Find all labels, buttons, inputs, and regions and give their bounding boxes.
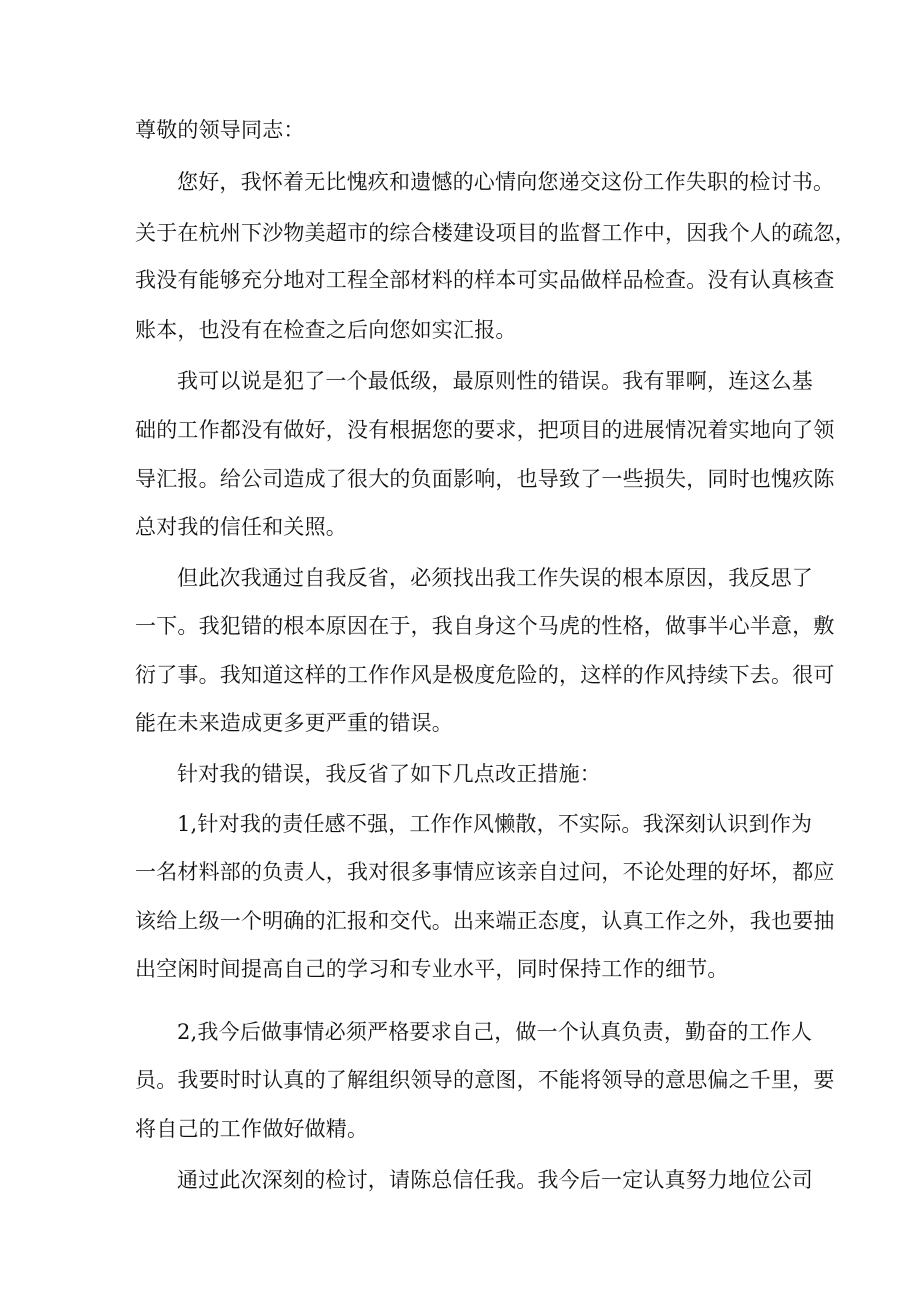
- paragraph-line: 出空闲时间提高自己的学习和专业水平，同时保持工作的细节。: [135, 957, 729, 981]
- paragraph-line: 2,我今后做事情必须严格要求自己，做一个认真负责，勤奋的工作人: [177, 1020, 813, 1044]
- paragraph-line: 我可以说是犯了一个最低级，最原则性的错误。我有罪啊，连这么基: [177, 369, 813, 393]
- salutation: 尊敬的领导同志：: [135, 118, 305, 142]
- paragraph-line: 员。我要时时认真的了解组织领导的意图，不能将领导的意思偏之千里，要: [135, 1068, 835, 1092]
- paragraph-line: 针对我的错误，我反省了如下几点改正措施：: [177, 762, 601, 786]
- paragraph-line: 础的工作都没有做好，没有根据您的要求，把项目的进展情况着实地向了领: [135, 418, 835, 442]
- paragraph-line: 将自己的工作做好做精。: [135, 1117, 369, 1141]
- paragraph-line: 但此次我通过自我反省，必须找出我工作失误的根本原因，我反思了: [177, 566, 813, 590]
- paragraph-line: 一名材料部的负责人，我对很多事情应该亲自过问，不论处理的好坏，都应: [135, 860, 835, 884]
- paragraph-line: 我没有能够充分地对工程全部材料的样本可实品做样品检查。没有认真核查: [135, 268, 835, 292]
- paragraph-line: 一下。我犯错的根本原因在于，我自身这个马虎的性格，做事半心半意，敷: [135, 614, 835, 638]
- paragraph-line: 该给上级一个明确的汇报和交代。出来端正态度，认真工作之外，我也要抽: [135, 909, 835, 933]
- paragraph-line: 关于在杭州下沙物美超市的综合楼建设项目的监督工作中，因我个人的疏忽，: [135, 221, 856, 245]
- paragraph-line: 衍了事。我知道这样的工作作风是极度危险的，这样的作风持续下去。很可: [135, 663, 835, 687]
- paragraph-line: 导汇报。给公司造成了很大的负面影响，也导致了一些损失，同时也愧疚陈: [135, 467, 835, 491]
- paragraph-line: 总对我的信任和关照。: [135, 515, 347, 539]
- paragraph-line: 能在未来造成更多更严重的错误。: [135, 711, 453, 735]
- paragraph-line: 账本，也没有在检查之后向您如实汇报。: [135, 318, 517, 342]
- paragraph-line: 通过此次深刻的检讨，请陈总信任我。我今后一定认真努力地位公司: [177, 1168, 813, 1192]
- paragraph-line: 您好，我怀着无比愧疚和遗憾的心情向您递交这份工作失职的检讨书。: [177, 170, 835, 194]
- paragraph-line: 1,针对我的责任感不强，工作作风懒散，不实际。我深刻认识到作为: [177, 812, 813, 836]
